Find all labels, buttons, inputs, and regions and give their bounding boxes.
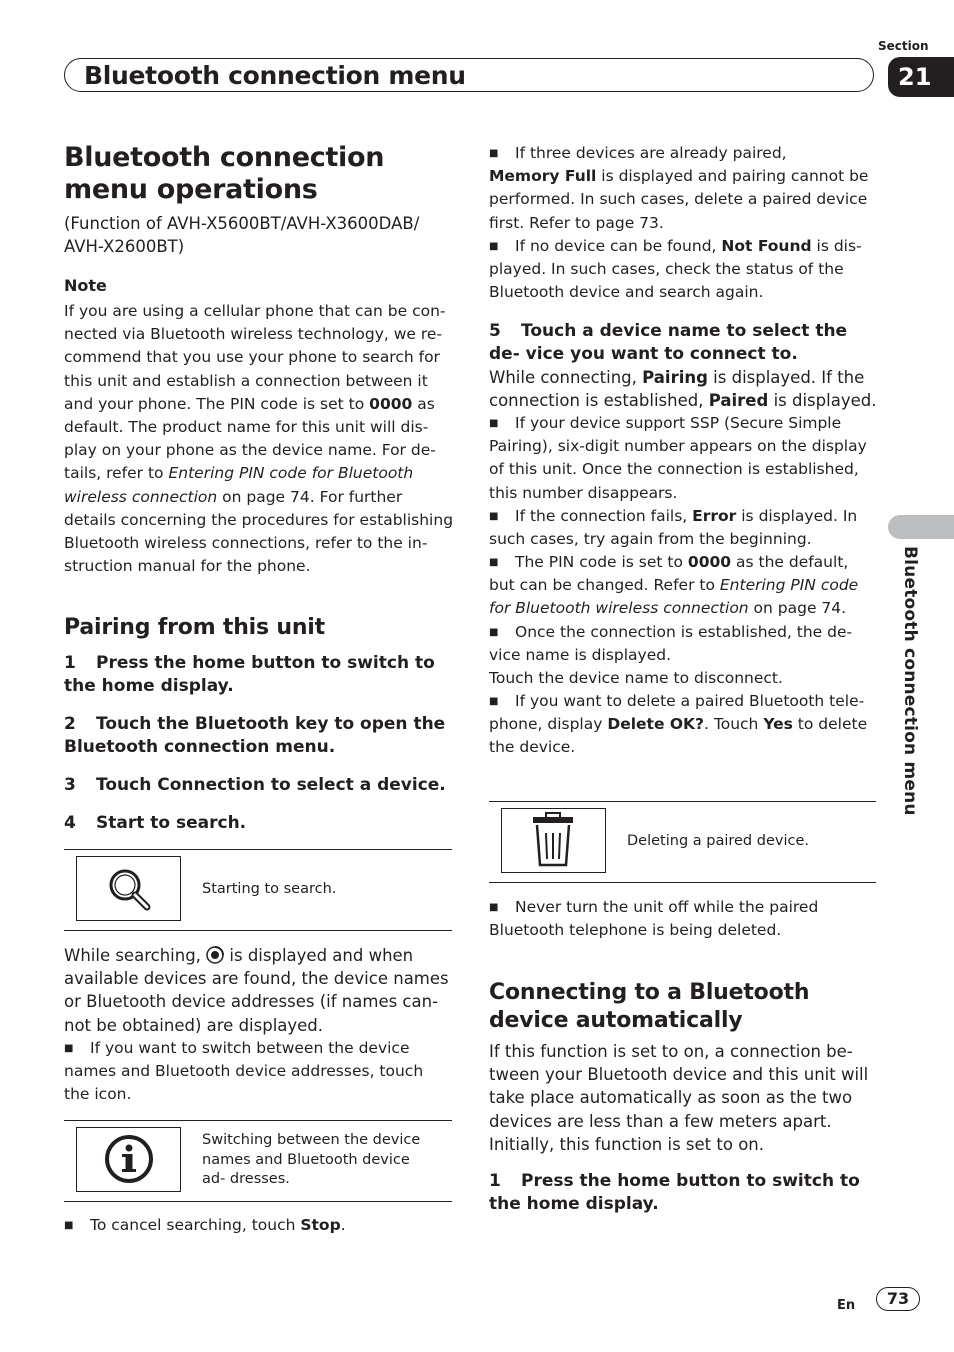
pairing-heading: Pairing from this unit <box>64 615 325 640</box>
trash-icon <box>502 809 604 871</box>
header-title: Bluetooth connection menu <box>84 61 466 90</box>
figure-caption: Switching between the device names and Bluetooth device ad- dresses. <box>202 1132 421 1188</box>
ssp-bullet: ■ If your device support SSP (Secure Simple Pairing), six-digit number appears on the display of this unit. Once the connection is established, this number disappears. <box>489 412 874 505</box>
searching-text: While searching, is displayed and when available devices are found, the device names or Bluetooth device addresses (if names can- not be obtained) are displayed. <box>64 946 449 1035</box>
figure-info <box>64 1120 452 1202</box>
error-bullet: ■ If the connection fails, Error is displayed. In such cases, try again from the beginning. <box>489 505 874 551</box>
step-5: 5 Touch a device name to select the de- vice you want to connect to. <box>489 321 848 365</box>
bullet <box>64 1216 90 1234</box>
memory-full-bullet: ■ If three devices are already paired, Memory Full is displayed and pairing cannot be performed. In such cases, delete a paired device first. Refer to page 73. <box>489 142 874 235</box>
switch-bullet: ■ If you want to switch between the device names and Bluetooth device addresses, touch the icon. <box>64 1037 444 1107</box>
delete-key[interactable] <box>501 808 606 873</box>
function-of: (Function of AVH-X5600BT/AVH-X3600DAB/ AVH-X2600BT) <box>64 214 420 257</box>
figure-search <box>64 849 452 931</box>
device-name-bullet: ■ Once the connection is established, the de- vice name is displayed. <box>489 621 874 667</box>
bullet <box>489 414 515 432</box>
info-key[interactable] <box>76 1127 181 1192</box>
bullet <box>64 1039 90 1057</box>
step-3: 3 Touch Connection to select a device. <box>64 775 446 795</box>
figure-caption: Starting to search. <box>202 881 337 897</box>
delete-bullet: ■ If you want to delete a paired Bluetooth tele- phone, display Delete OK?. Touch Yes to delete the device. <box>489 690 874 760</box>
bullet <box>489 507 515 525</box>
search-key[interactable] <box>76 856 181 921</box>
step-2: 2 Touch the Bluetooth key to open the Bluetooth connection menu. <box>64 714 446 758</box>
side-label: Bluetooth connection menu <box>900 546 920 816</box>
disconnect-text: Touch the device name to disconnect. <box>489 669 783 687</box>
bullet <box>489 898 515 916</box>
bullet <box>489 144 515 162</box>
pin-bullet: ■ The PIN code is set to 0000 as the default, but can be changed. Refer to Entering PIN code for Bluetooth wireless connection on page 74. <box>489 551 877 621</box>
never-off-bullet: ■ Never turn the unit off while the paired Bluetooth telephone is being deleted. <box>489 896 874 942</box>
cancel-bullet: ■ To cancel searching, touch Stop. <box>64 1214 444 1237</box>
figure-delete <box>489 801 876 883</box>
bullet <box>489 692 515 710</box>
auto-step-1: 1 Press the home button to switch to the home display. <box>489 1171 860 1215</box>
bullet <box>489 237 515 255</box>
bullet <box>489 623 515 641</box>
step-4: 4 Start to search. <box>64 813 247 833</box>
section-label: Section <box>878 39 929 53</box>
search-icon <box>77 857 179 919</box>
note-text: If you are using a cellular phone that can be con- nected via Bluetooth wireless technology, we re- commend that you use your phone to search for this unit and establish a connection between it and your phone. The PIN code is set to 0000 as default. The product name for this unit will dis- play on your phone as the device name. For de- tails, refer to Entering PIN code for Bluetooth wireless connection on page 74. For further details concerning the procedures for establishing Bluetooth wireless connections, refer to the in- struction manual for the phone. <box>64 302 454 576</box>
searching-icon <box>206 946 224 964</box>
page-number: 73 <box>876 1287 920 1311</box>
connecting-text: While connecting, Pairing is displayed. If the connection is established, Paired is displayed. <box>489 368 877 411</box>
not-found-bullet: ■ If no device can be found, Not Found is dis- played. In such cases, check the status of the Bluetooth device and search again. <box>489 235 874 305</box>
section-number: 21 <box>888 57 954 97</box>
figure-caption: Deleting a paired device. <box>627 833 809 849</box>
auto-connect-heading: Connecting to a Bluetooth device automatically <box>489 980 810 1033</box>
auto-connect-text: If this function is set to on, a connection be- tween your Bluetooth device and this unit will take place automatically as soon as the two devices are less than a few meters apart. Initially, this function is set to on. <box>489 1042 869 1154</box>
note-label: Note <box>64 276 107 295</box>
side-tab <box>888 515 954 539</box>
bullet <box>489 553 515 571</box>
footer-language: En <box>837 1298 856 1313</box>
info-icon <box>77 1128 179 1190</box>
page-heading: Bluetooth connection menu operations <box>64 142 385 205</box>
step-1: 1 Press the home button to switch to the home display. <box>64 653 435 697</box>
